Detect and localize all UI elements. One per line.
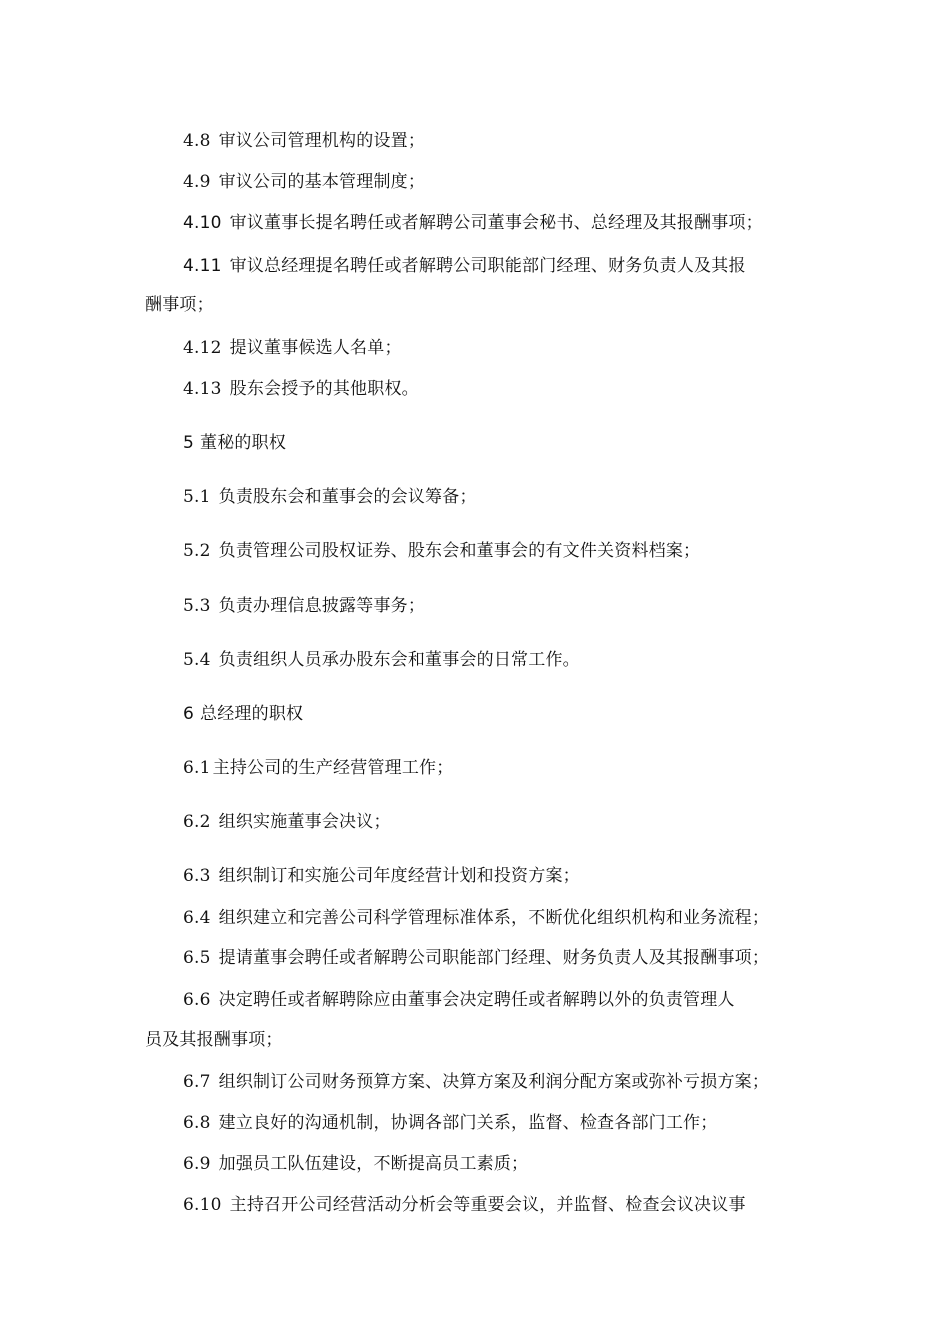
item-number: 5.3 xyxy=(183,596,211,616)
item-6-4 xyxy=(183,906,769,930)
item-6-5 xyxy=(183,946,769,970)
item-6-6-continued xyxy=(145,1028,283,1052)
item-text: 股东会授予的其他职权。 xyxy=(229,379,419,399)
item-number: 6.6 xyxy=(183,990,211,1010)
item-text: 组织制订和实施公司年度经营计划和投资方案； xyxy=(218,866,580,886)
item-text: 审议公司管理机构的设置； xyxy=(218,131,426,151)
item-6-9 xyxy=(183,1152,528,1176)
section-number: 5 xyxy=(183,433,195,453)
item-number: 4.11 xyxy=(183,256,222,276)
item-text: 负责管理公司股权证券、股东会和董事会的有文件关资料档案； xyxy=(218,541,701,561)
item-6-2 xyxy=(183,810,391,834)
item-text: 组织实施董事会决议； xyxy=(218,812,391,832)
item-4-10 xyxy=(183,211,763,235)
item-text: 建立良好的沟通机制，协调各部门关系，监督、检查各部门工作； xyxy=(218,1113,718,1133)
item-number: 6.4 xyxy=(183,908,211,928)
item-text: 审议董事长提名聘任或者解聘公司董事会秘书、总经理及其报酬事项； xyxy=(229,213,763,233)
item-text: 负责股东会和董事会的会议筹备； xyxy=(218,487,477,507)
item-text: 提请董事会聘任或者解聘公司职能部门经理、财务负责人及其报酬事项； xyxy=(218,948,770,968)
item-6-7 xyxy=(183,1070,769,1094)
item-text-continued: 员及其报酬事项； xyxy=(145,1030,283,1050)
item-number: 6.7 xyxy=(183,1072,211,1092)
item-text: 审议公司的基本管理制度； xyxy=(218,172,426,192)
item-number: 4.9 xyxy=(183,172,211,192)
item-6-3 xyxy=(183,864,580,888)
item-text: 负责组织人员承办股东会和董事会的日常工作。 xyxy=(218,650,580,670)
item-4-13 xyxy=(183,377,419,401)
item-4-11 xyxy=(183,254,746,278)
item-4-11-continued xyxy=(145,293,214,317)
item-4-9 xyxy=(183,170,425,194)
item-5-3 xyxy=(183,594,425,618)
item-6-6 xyxy=(183,988,735,1012)
item-text: 组织建立和完善公司科学管理标准体系，不断优化组织机构和业务流程； xyxy=(218,908,770,928)
item-5-2 xyxy=(183,539,700,563)
item-number: 5.2 xyxy=(183,541,211,561)
item-number: 5.4 xyxy=(183,650,211,670)
item-number: 4.8 xyxy=(183,131,211,151)
item-text: 决定聘任或者解聘除应由董事会决定聘任或者解聘以外的负责管理人 xyxy=(218,990,735,1010)
item-text: 主持公司的生产经营管理工作； xyxy=(212,758,454,778)
item-number: 5.1 xyxy=(183,487,211,507)
item-number: 6.8 xyxy=(183,1113,211,1133)
item-text: 提议董事候选人名单； xyxy=(229,338,402,358)
item-5-4 xyxy=(183,648,580,672)
section-number: 6 xyxy=(183,704,195,724)
item-number: 6.2 xyxy=(183,812,211,832)
section-title: 董秘的职权 xyxy=(200,433,287,453)
item-text: 负责办理信息披露等事务； xyxy=(218,596,426,616)
section-heading-6 xyxy=(183,702,303,726)
item-number: 6.3 xyxy=(183,866,211,886)
item-number: 4.13 xyxy=(183,379,222,399)
item-6-10 xyxy=(183,1193,746,1217)
item-number: 6.1 xyxy=(183,758,211,778)
item-number: 6.10 xyxy=(183,1195,222,1215)
item-number: 6.9 xyxy=(183,1154,211,1174)
item-4-12 xyxy=(183,336,402,360)
item-text: 主持召开公司经营活动分析会等重要会议，并监督、检查会议决议事 xyxy=(229,1195,746,1215)
section-heading-5 xyxy=(183,431,286,455)
item-text: 加强员工队伍建设，不断提高员工素质； xyxy=(218,1154,529,1174)
item-6-1 xyxy=(183,756,453,780)
item-text: 组织制订公司财务预算方案、决算方案及利润分配方案或弥补亏损方案； xyxy=(218,1072,770,1092)
item-4-8 xyxy=(183,129,425,153)
item-text: 审议总经理提名聘任或者解聘公司职能部门经理、财务负责人及其报 xyxy=(229,256,746,276)
item-number: 6.5 xyxy=(183,948,211,968)
item-number: 4.10 xyxy=(183,213,222,233)
item-text-continued: 酬事项； xyxy=(145,295,214,315)
section-title: 总经理的职权 xyxy=(200,704,304,724)
item-6-8 xyxy=(183,1111,717,1135)
item-5-1 xyxy=(183,485,477,509)
item-number: 4.12 xyxy=(183,338,222,358)
